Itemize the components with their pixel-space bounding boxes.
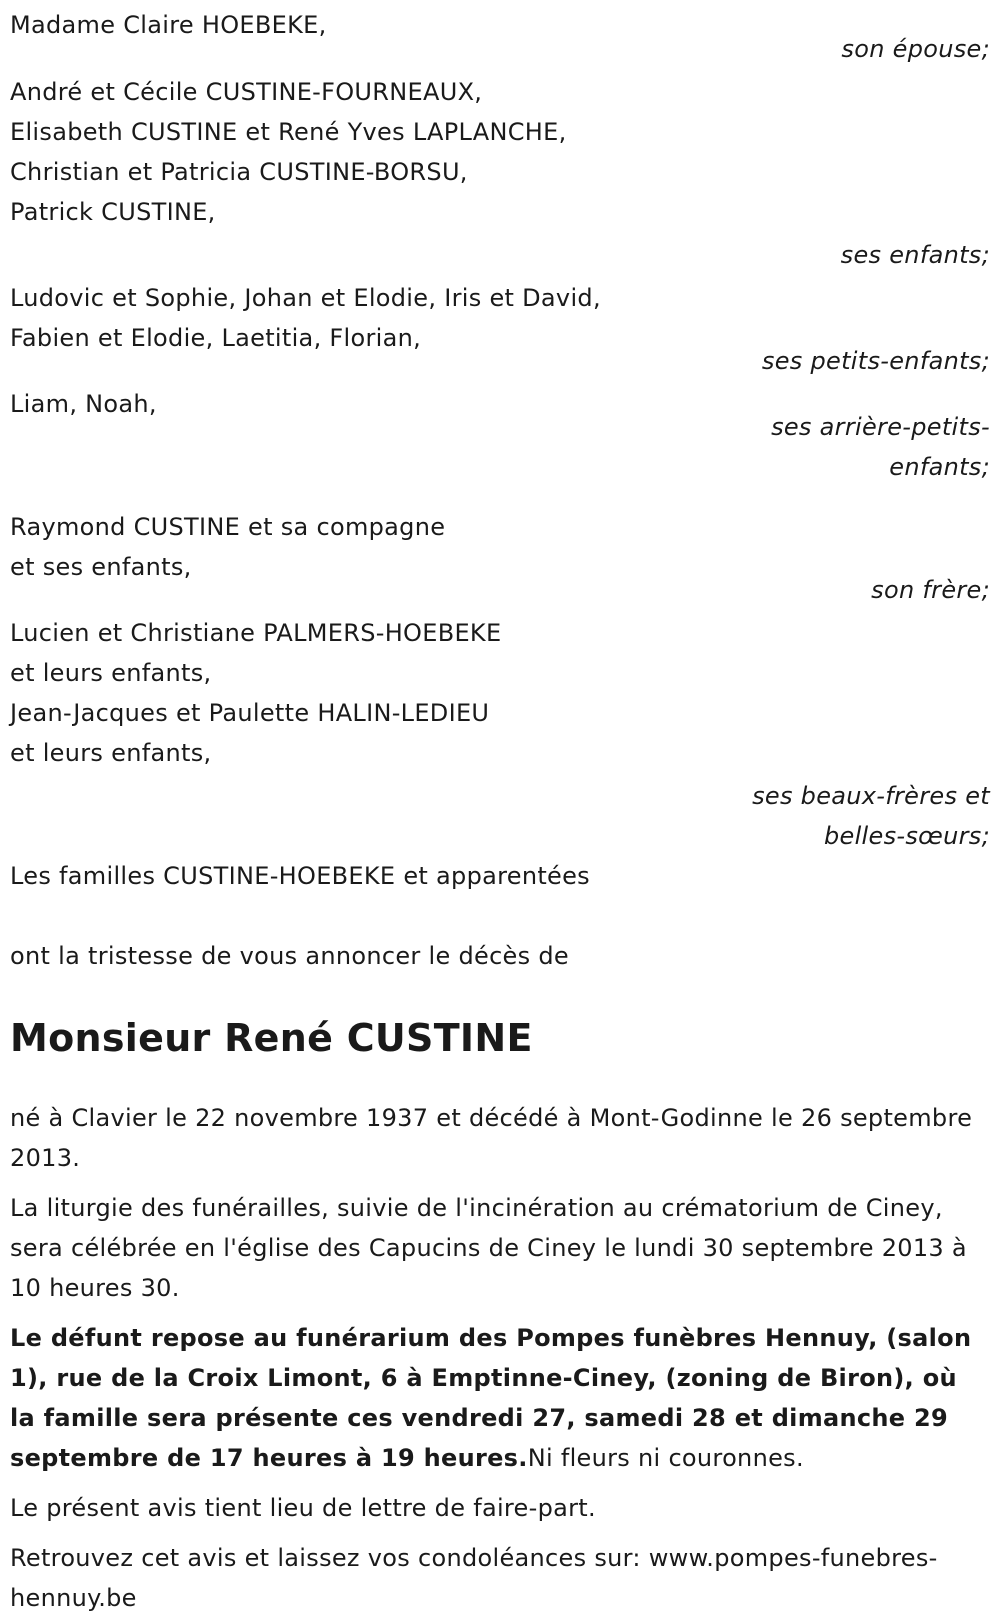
child-name: Patrick CUSTINE, xyxy=(10,198,216,226)
in-laws-relation: ses beaux-frères et xyxy=(752,782,990,810)
spouse-relation: son épouse; xyxy=(841,35,990,63)
children-relation: ses enfants; xyxy=(840,241,990,269)
no-flowers-text: Ni fleurs ni couronnes. xyxy=(527,1444,804,1472)
in-law-line: Jean-Jacques et Paulette HALIN-LEDIEU xyxy=(10,699,490,727)
in-law-line: Lucien et Christiane PALMERS-HOEBEKE xyxy=(10,619,502,647)
repose-paragraph xyxy=(10,1318,990,1478)
notice-paragraph: Le présent avis tient lieu de lettre de faire-part. xyxy=(10,1494,596,1522)
in-laws-block xyxy=(10,613,990,856)
deceased-name: Monsieur René CUSTINE xyxy=(10,1016,533,1060)
child-name: André et Cécile CUSTINE-FOURNEAUX, xyxy=(10,78,483,106)
grandchildren-relation: ses petits-enfants; xyxy=(761,347,990,375)
grandchild-line: Ludovic et Sophie, Johan et Elodie, Iris et David, xyxy=(10,284,601,312)
spouse-name: Madame Claire HOEBEKE, xyxy=(10,11,327,39)
families-line: Les familles CUSTINE-HOEBEKE et apparentées xyxy=(10,862,590,890)
great-grandchild-line: Liam, Noah, xyxy=(10,390,157,418)
child-name: Christian et Patricia CUSTINE-BORSU, xyxy=(10,158,468,186)
grandchild-line: Fabien et Elodie, Laetitia, Florian, xyxy=(10,324,422,352)
great-grandchildren-block xyxy=(10,384,990,487)
great-grandchildren-relation: enfants; xyxy=(889,453,990,481)
repose-bold-text: Le défunt repose au funérarium des Pompes funèbres Hennuy, (salon 1), rue de la Croix Limont, 6 à Emptinne-Ciney, (zoning de Biron), où la famille sera présente ces vendredi 27, samedi 28 et dimanche 29 septembre de 17 heures à 19 heures. xyxy=(10,1324,972,1472)
spouse-block xyxy=(10,5,990,69)
brother-relation: son frère; xyxy=(871,576,990,604)
brother-line: et ses enfants, xyxy=(10,553,192,581)
brother-block xyxy=(10,507,990,610)
in-laws-relation: belles-sœurs; xyxy=(823,822,990,850)
children-block xyxy=(10,72,990,275)
in-law-line: et leurs enfants, xyxy=(10,739,212,767)
grandchildren-block xyxy=(10,278,990,381)
in-law-line: et leurs enfants, xyxy=(10,659,212,687)
announcement-line: ont la tristesse de vous annoncer le décès de xyxy=(10,942,569,970)
brother-line: Raymond CUSTINE et sa compagne xyxy=(10,513,446,541)
condolences-paragraph: Retrouvez cet avis et laissez vos condoléances sur: www.pompes-funebres-hennuy.be xyxy=(10,1544,938,1612)
birth-death-paragraph: né à Clavier le 22 novembre 1937 et décédé à Mont-Godinne le 26 septembre 2013. xyxy=(10,1104,973,1172)
liturgy-paragraph: La liturgie des funérailles, suivie de l'incinération au crématorium de Ciney, sera célébrée en l'église des Capucins de Ciney le lundi 30 septembre 2013 à 10 heures 30. xyxy=(10,1194,967,1302)
child-name: Elisabeth CUSTINE et René Yves LAPLANCHE, xyxy=(10,118,567,146)
great-grandchildren-relation: ses arrière-petits- xyxy=(771,413,990,441)
